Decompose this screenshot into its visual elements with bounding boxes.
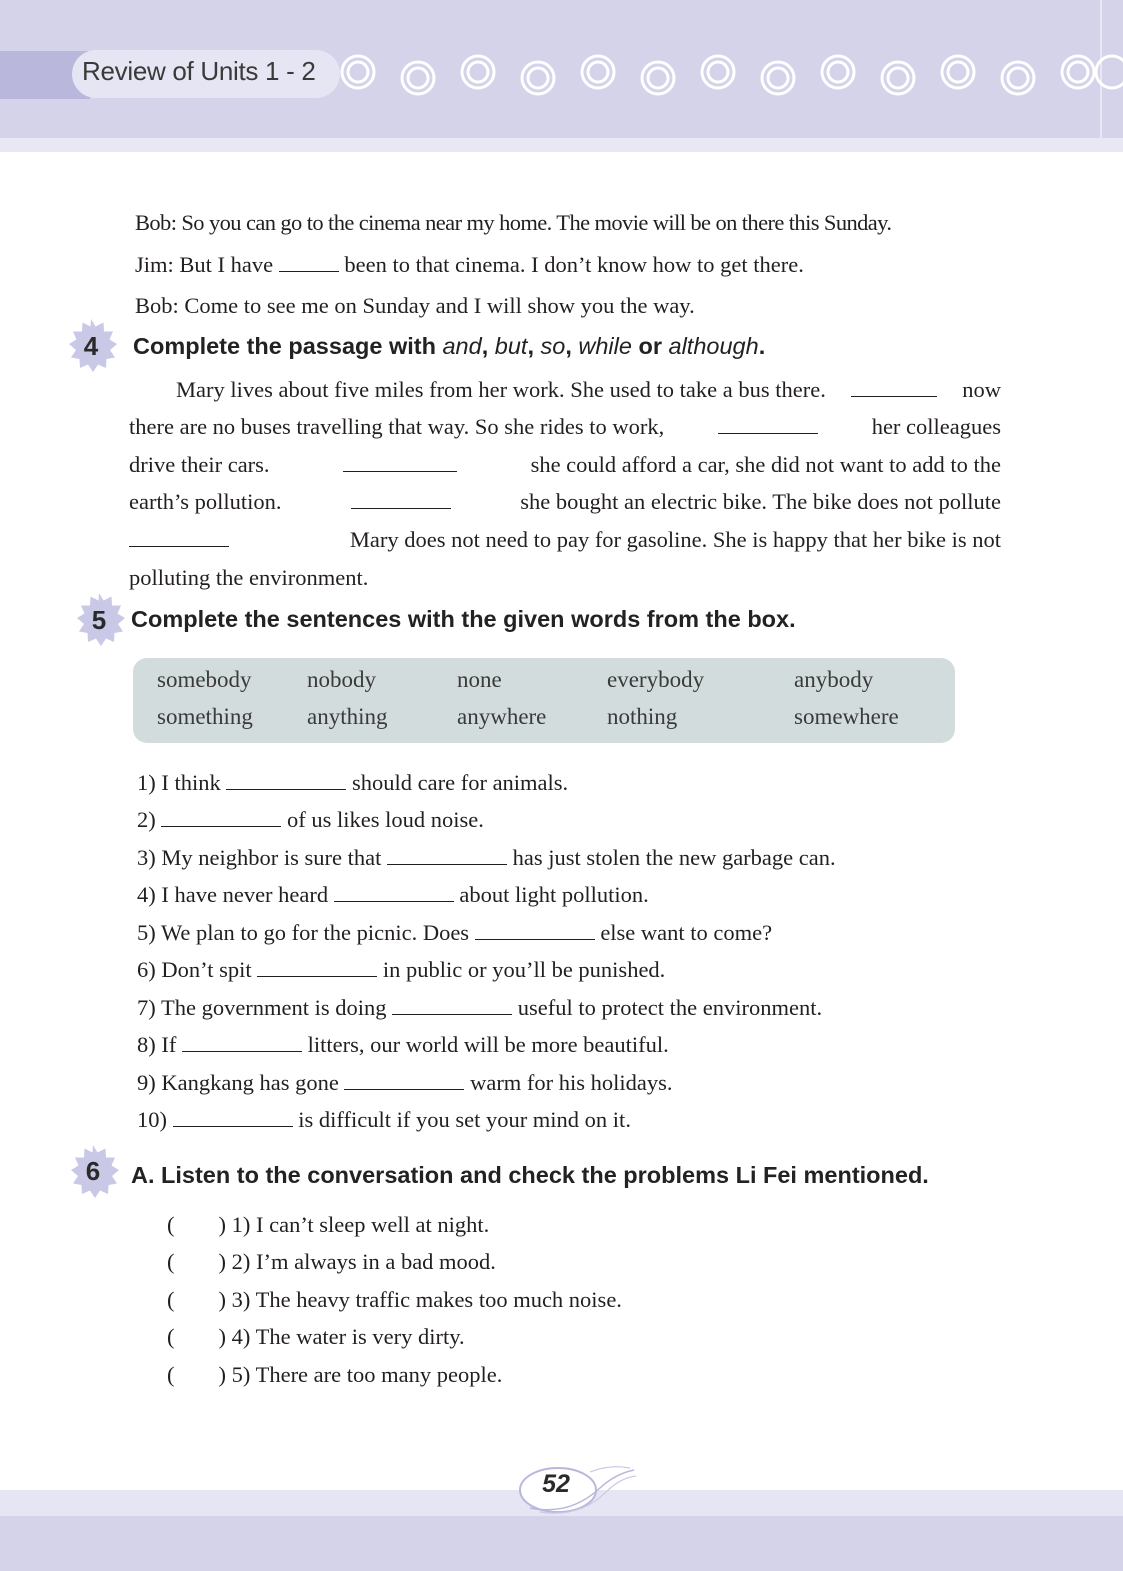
checkbox-close-paren[interactable]: )	[218, 1212, 226, 1237]
decorative-rings-icon	[0, 0, 1123, 138]
checkbox-open-paren[interactable]: (	[167, 1324, 175, 1349]
word-box-item: somebody	[157, 667, 252, 692]
passage-line-2: there are no buses travelling that way. So she rides to work, her colleagues	[129, 414, 1001, 439]
sentence-item: 2) of us likes loud noise.	[137, 807, 484, 832]
checklist-item: ( ) 1) I can’t sleep well at night.	[167, 1212, 490, 1237]
answer-blank[interactable]	[161, 806, 281, 827]
header-strip	[0, 138, 1123, 152]
section-5-heading: Complete the sentences with the given words from the box.	[131, 606, 796, 632]
checkbox-open-paren[interactable]: (	[167, 1249, 175, 1274]
checkbox-close-paren[interactable]: )	[218, 1324, 226, 1349]
checklist-item: ( ) 2) I’m always in a bad mood.	[167, 1249, 496, 1274]
sentence-item: 3) My neighbor is sure that has just stolen the new garbage can.	[137, 845, 836, 870]
answer-blank[interactable]	[851, 376, 937, 397]
answer-blank[interactable]	[343, 451, 457, 472]
answer-blank[interactable]	[173, 1106, 293, 1127]
passage-line-5: Mary does not need to pay for gasoline. She is happy that her bike is not	[129, 526, 1001, 556]
section-5-number: 5	[91, 605, 107, 635]
answer-blank[interactable]	[129, 526, 229, 547]
passage-line-3: drive their cars. she could afford a car, she did not want to add to the	[129, 452, 1001, 477]
section-6-heading: A. Listen to the conversation and check the problems Li Fei mentioned.	[131, 1162, 929, 1188]
footer-band-lower	[0, 1516, 1123, 1571]
answer-blank[interactable]	[226, 769, 346, 790]
section-4-number: 4	[83, 331, 99, 361]
word-box-item: anything	[307, 704, 388, 729]
checklist-item: ( ) 3) The heavy traffic makes too much noise.	[167, 1287, 622, 1312]
sentence-item: 4) I have never heard about light pollution.	[137, 882, 649, 907]
word-box-item: anywhere	[457, 704, 547, 729]
sentence-item: 10) is difficult if you set your mind on it.	[137, 1107, 631, 1132]
sentence-item: 9) Kangkang has gone warm for his holidays.	[137, 1070, 673, 1095]
dialogue-line-1: Bob: So you can go to the cinema near my home. The movie will be on there this Sunday.	[135, 210, 892, 235]
passage-line-4: earth’s pollution. she bought an electric bike. The bike does not pollute	[129, 489, 1001, 514]
word-box-item: something	[157, 704, 253, 729]
answer-blank[interactable]	[257, 956, 377, 977]
passage-line-1: Mary lives about five miles from her work. She used to take a bus there. now	[176, 377, 1001, 402]
checkbox-open-paren[interactable]: (	[167, 1287, 175, 1312]
answer-blank[interactable]	[182, 1031, 302, 1052]
sentence-item: 8) If litters, our world will be more beautiful.	[137, 1032, 669, 1057]
answer-blank[interactable]	[334, 881, 454, 902]
checkbox-close-paren[interactable]: )	[218, 1249, 226, 1274]
word-box-item: nothing	[607, 704, 678, 729]
dialogue-line-2: Jim: But I have been to that cinema. I don’t know how to get there.	[135, 252, 804, 277]
sentence-item: 7) The government is doing useful to protect the environment.	[137, 995, 823, 1020]
checkbox-close-paren[interactable]: )	[218, 1362, 226, 1387]
word-box-item: anybody	[794, 667, 874, 692]
word-box-item: none	[457, 667, 502, 692]
checkbox-open-paren[interactable]: (	[167, 1362, 175, 1387]
checkbox-close-paren[interactable]: )	[218, 1287, 226, 1312]
answer-blank[interactable]	[279, 251, 339, 272]
sentence-item: 6) Don’t spit in public or you’ll be punished.	[137, 957, 666, 982]
word-box-item: everybody	[607, 667, 705, 692]
page-title: Review of Units 1 - 2	[82, 56, 316, 86]
checklist-item: ( ) 4) The water is very dirty.	[167, 1324, 465, 1349]
answer-blank[interactable]	[387, 844, 507, 865]
answer-blank[interactable]	[344, 1069, 464, 1090]
word-box-item: nobody	[307, 667, 376, 692]
sentence-item: 1) I think should care for animals.	[137, 770, 569, 795]
answer-blank[interactable]	[718, 413, 818, 434]
dialogue-line-3: Bob: Come to see me on Sunday and I will show you the way.	[135, 293, 695, 318]
checkbox-open-paren[interactable]: (	[167, 1212, 175, 1237]
answer-blank[interactable]	[475, 919, 595, 940]
answer-blank[interactable]	[351, 488, 451, 509]
passage-line-6: polluting the environment.	[129, 565, 369, 590]
section-6-number: 6	[85, 1156, 101, 1186]
page-number: 52	[542, 1470, 570, 1498]
sentence-item: 5) We plan to go for the picnic. Does else want to come?	[137, 920, 773, 945]
checklist-item: ( ) 5) There are too many people.	[167, 1362, 503, 1387]
word-box-item: somewhere	[794, 704, 899, 729]
section-4-heading: Complete the passage with and, but, so, while or although.	[133, 333, 766, 359]
answer-blank[interactable]	[392, 994, 512, 1015]
